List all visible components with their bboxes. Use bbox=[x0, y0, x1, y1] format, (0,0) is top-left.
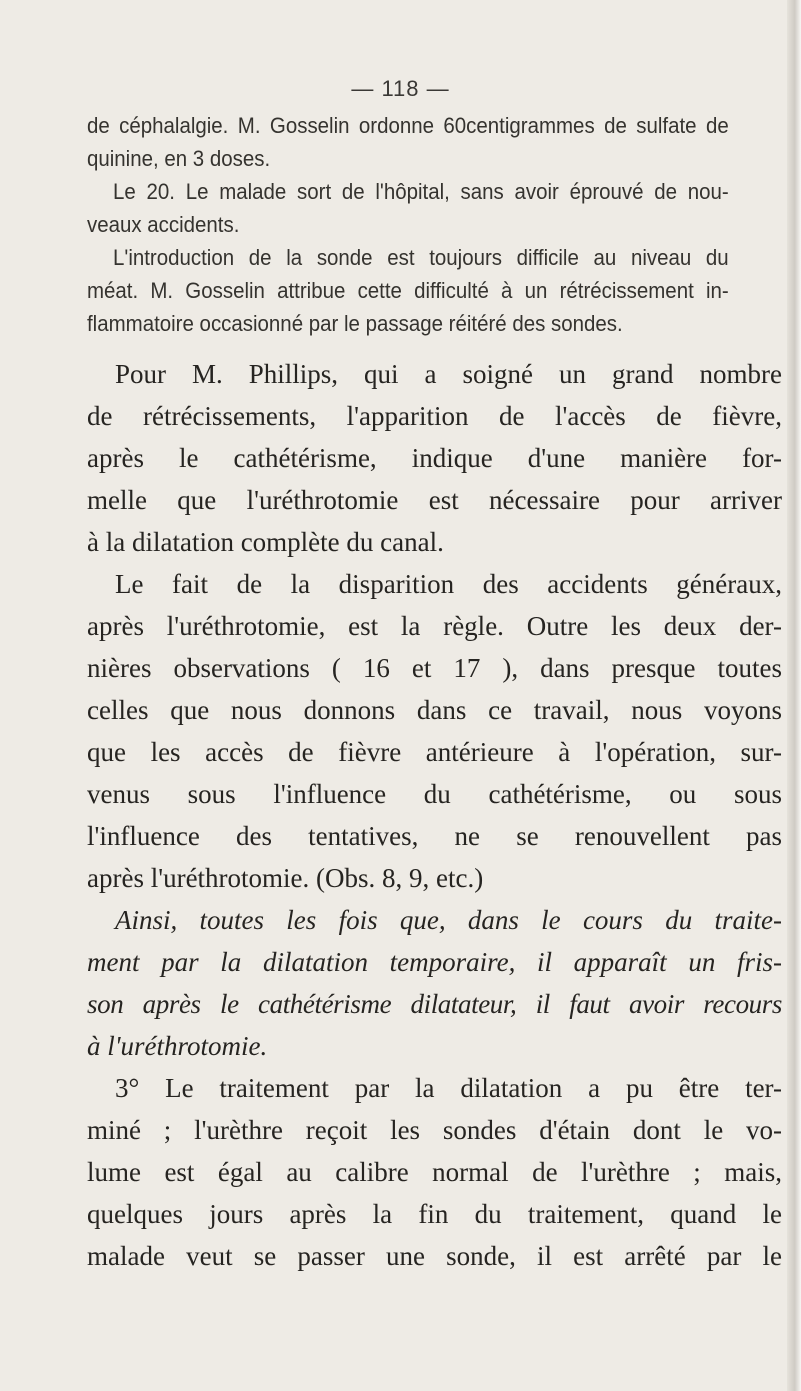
page-edge bbox=[787, 0, 801, 1391]
text-line: l'influence des tentatives, ne se renouvellent pas bbox=[87, 821, 782, 851]
text-line: après l'uréthrotomie. (Obs. 8, 9, etc.) bbox=[87, 863, 484, 893]
text-line: flammatoire occasionné par le passage réitéré des sondes. bbox=[87, 311, 623, 336]
text-line: Le 20. Le malade sort de l'hôpital, sans avoir éprouvé de nou- bbox=[113, 179, 729, 204]
text-line: miné ; l'urèthre reçoit les sondes d'étain dont le vo- bbox=[87, 1115, 782, 1145]
text-line: de rétrécissements, l'apparition de l'accès de fièvre, bbox=[87, 401, 782, 431]
page-number: — 118 — bbox=[351, 76, 450, 101]
text-line: méat. M. Gosselin attribue cette difficulté à un rétrécissement in- bbox=[87, 278, 729, 303]
paragraph bbox=[87, 563, 782, 899]
text-line: que les accès de fièvre antérieure à l'opération, sur- bbox=[87, 737, 782, 767]
text-line: ment par la dilatation temporaire, il apparaît un fris- bbox=[87, 947, 782, 977]
text-line: venus sous l'influence du cathétérisme, ou sous bbox=[87, 779, 782, 809]
text-line: Ainsi, toutes les fois que, dans le cours du traite- bbox=[115, 905, 782, 935]
main-text-block bbox=[87, 353, 782, 1277]
text-line: Le fait de la disparition des accidents généraux, bbox=[115, 569, 782, 599]
paragraph bbox=[87, 1067, 782, 1277]
text-line: quinine, en 3 doses. bbox=[87, 146, 271, 171]
text-line: malade veut se passer une sonde, il est arrêté par le bbox=[87, 1241, 782, 1271]
text-line: melle que l'uréthrotomie est nécessaire pour arriver bbox=[87, 485, 782, 515]
text-line: nières observations ( 16 et 17 ), dans presque toutes bbox=[87, 653, 782, 683]
text-line: veaux accidents. bbox=[87, 212, 240, 237]
text-line: après l'uréthrotomie, est la règle. Outre les deux der- bbox=[87, 611, 782, 641]
text-line: son après le cathétérisme dilatateur, il faut avoir recours bbox=[87, 989, 782, 1019]
case-notes-block bbox=[87, 109, 729, 340]
text-line: de céphalalgie. M. Gosselin ordonne 60centigrammes de sulfate de bbox=[87, 113, 729, 138]
text-line: celles que nous donnons dans ce travail, nous voyons bbox=[87, 695, 782, 725]
paragraph bbox=[87, 241, 729, 340]
text-line: L'introduction de la sonde est toujours difficile au niveau du bbox=[113, 245, 729, 270]
paragraph bbox=[87, 175, 729, 241]
text-line: 3° Le traitement par la dilatation a pu être ter- bbox=[115, 1073, 782, 1103]
text-line: Pour M. Phillips, qui a soigné un grand nombre bbox=[115, 359, 782, 389]
paragraph bbox=[87, 899, 782, 1067]
paragraph bbox=[87, 109, 729, 175]
text-line: lume est égal au calibre normal de l'urèthre ; mais, bbox=[87, 1157, 782, 1187]
text-line: après le cathétérisme, indique d'une manière for- bbox=[87, 443, 782, 473]
text-line: à l'uréthrotomie. bbox=[87, 1031, 268, 1061]
text-line: à la dilatation complète du canal. bbox=[87, 527, 444, 557]
paragraph bbox=[87, 353, 782, 563]
text-line: quelques jours après la fin du traitement, quand le bbox=[87, 1199, 782, 1229]
